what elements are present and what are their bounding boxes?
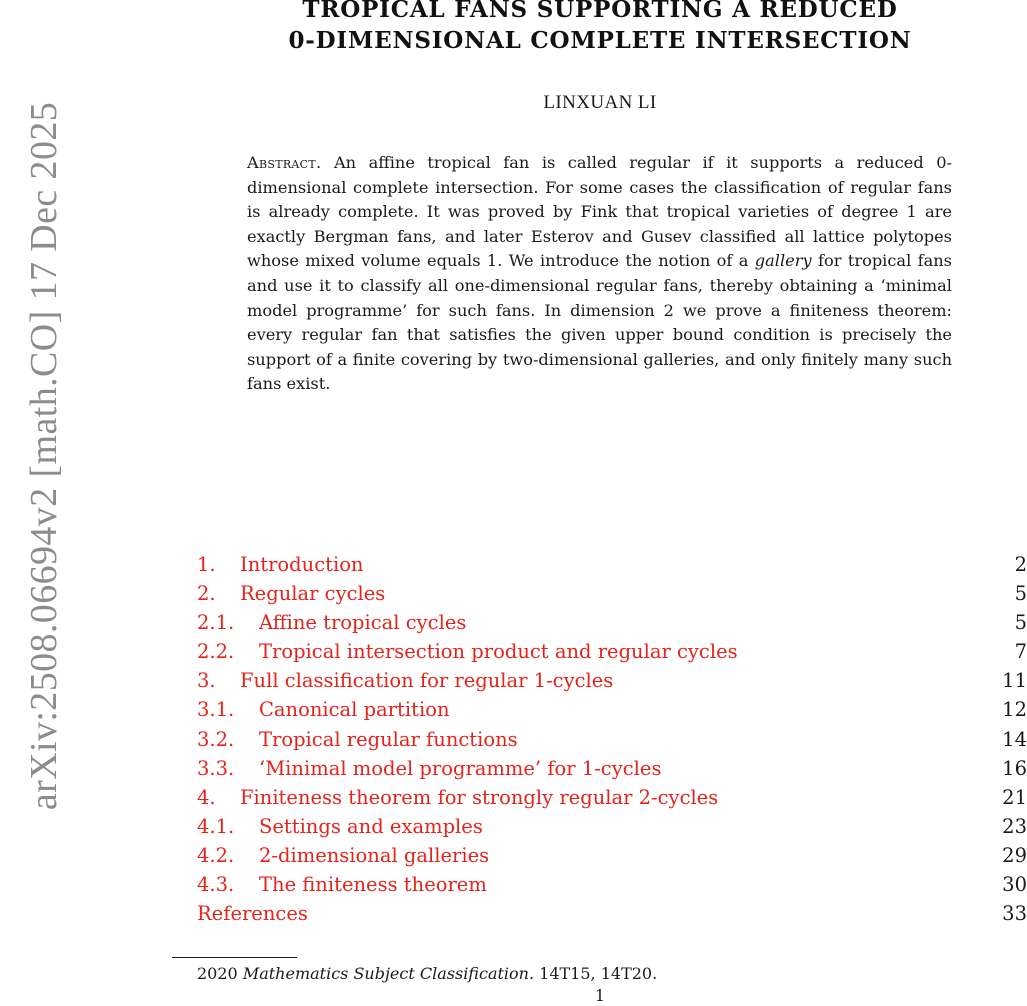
toc-entry-link[interactable]: Tropical intersection product and regular cycles: [259, 640, 738, 664]
paper-title-line-2: 0-DIMENSIONAL COMPLETE INTERSECTION: [288, 27, 912, 54]
toc-entry-number[interactable]: 3.: [197, 669, 216, 693]
abstract: [247, 151, 952, 397]
toc-entry[interactable]: [197, 608, 1027, 637]
toc-entry[interactable]: [197, 550, 1027, 579]
toc-entry-page: 21: [1002, 785, 1027, 809]
toc-entry-link[interactable]: The finiteness theorem: [259, 873, 487, 897]
toc-entry-number[interactable]: 4.: [197, 785, 216, 809]
toc-entry-page: 7: [1014, 640, 1027, 664]
table-of-contents: [197, 550, 1027, 928]
toc-entry-page: 2: [1014, 553, 1027, 576]
toc-entry-link[interactable]: Finiteness theorem for strongly regular 2-cycles: [240, 785, 719, 809]
toc-entry[interactable]: [197, 695, 1027, 724]
toc-entry-number[interactable]: 3.2.: [197, 727, 235, 751]
toc-entry[interactable]: [197, 754, 1027, 783]
author-name: LINXUAN LI: [543, 92, 657, 113]
toc-entry-number[interactable]: 2.: [197, 582, 216, 606]
footnote-label: Mathematics Subject Classification.: [242, 964, 535, 983]
toc-entry-page: 12: [1002, 698, 1027, 722]
toc-entry-number[interactable]: 3.1.: [197, 698, 235, 722]
toc-entry-page: 14: [1002, 727, 1027, 751]
toc-entry-number[interactable]: 1.: [197, 553, 216, 576]
toc-entry[interactable]: [197, 899, 1027, 928]
toc-entry-link[interactable]: Affine tropical cycles: [259, 611, 467, 635]
toc-entry[interactable]: [197, 579, 1027, 608]
toc-entry-page: 11: [1002, 669, 1027, 693]
toc-entry-page: 5: [1014, 611, 1027, 635]
toc-entry[interactable]: [197, 637, 1027, 666]
toc-entry-link[interactable]: References: [197, 902, 308, 926]
toc-entry-number[interactable]: 4.2.: [197, 843, 235, 867]
toc-entry-page: 16: [1002, 756, 1027, 780]
toc-entry-link[interactable]: ‘Minimal model programme’ for 1-cycles: [259, 756, 662, 780]
toc-entry-page: 33: [1002, 902, 1027, 926]
toc-entry-link[interactable]: 2-dimensional galleries: [259, 843, 490, 867]
toc-entry-number[interactable]: 2.2.: [197, 640, 235, 664]
toc-entry-link[interactable]: Introduction: [240, 553, 364, 576]
toc-entry-page: 23: [1002, 814, 1027, 838]
toc-entry-page: 29: [1002, 843, 1027, 867]
toc-entry[interactable]: [197, 783, 1027, 812]
toc-entry-page: 30: [1002, 873, 1027, 897]
abstract-text-part-1: An affine tropical fan is called regular if it supports a reduced 0-dimensional complete intersection. For some cases the classification of regular fans is already complete. It was proved by Fink that tropical varieties of degree 1 are exactly Bergman fans, and later Esterov and Gusev classified all lattice polytopes whose mixed volume equals 1. We introduce the notion of a: [247, 153, 952, 271]
toc-entry-link[interactable]: Tropical regular functions: [259, 727, 518, 751]
toc-entry-link[interactable]: Full classification for regular 1-cycles: [240, 669, 614, 693]
footnote-divider: [172, 957, 297, 958]
page-number: 1: [594, 986, 606, 1005]
toc-entry[interactable]: [197, 725, 1027, 754]
toc-entry-number[interactable]: 4.1.: [197, 814, 235, 838]
toc-entry[interactable]: [197, 841, 1027, 870]
toc-entry[interactable]: [197, 870, 1027, 899]
toc-entry-number[interactable]: 3.3.: [197, 756, 235, 780]
toc-entry-link[interactable]: Canonical partition: [259, 698, 450, 722]
toc-entry-link[interactable]: Settings and examples: [259, 814, 483, 838]
paper-title-line-1: TROPICAL FANS SUPPORTING A REDUCED: [302, 0, 898, 23]
toc-entry-page: 5: [1014, 582, 1027, 606]
abstract-italic-term: gallery: [754, 251, 812, 271]
footnote-year: 2020: [197, 964, 238, 983]
paper-title: [200, 0, 1000, 56]
toc-entry[interactable]: [197, 666, 1027, 695]
footnote-msc: [197, 962, 657, 986]
toc-entry-number[interactable]: 2.1.: [197, 611, 235, 635]
footnote-codes: 14T15, 14T20.: [539, 964, 658, 983]
toc-entry-link[interactable]: Regular cycles: [240, 582, 386, 606]
toc-entry[interactable]: [197, 812, 1027, 841]
abstract-label: Abstract.: [247, 153, 322, 172]
arxiv-identifier-stamp: arXiv:2508.06694v2 [math.CO] 17 Dec 2025: [23, 101, 65, 811]
toc-entry-number[interactable]: 4.3.: [197, 873, 235, 897]
abstract-text-part-2: for tropical fans and use it to classify all one-dimensional regular fans, thereby obtaining a ‘minimal model programme’ for such fans. In dimension 2 we prove a finiteness theorem: every regular fan that satisfies the given upper bound condition is precisely the support of a finite covering by two-dimensional galleries, and only finitely many such fans exist.: [247, 251, 952, 394]
